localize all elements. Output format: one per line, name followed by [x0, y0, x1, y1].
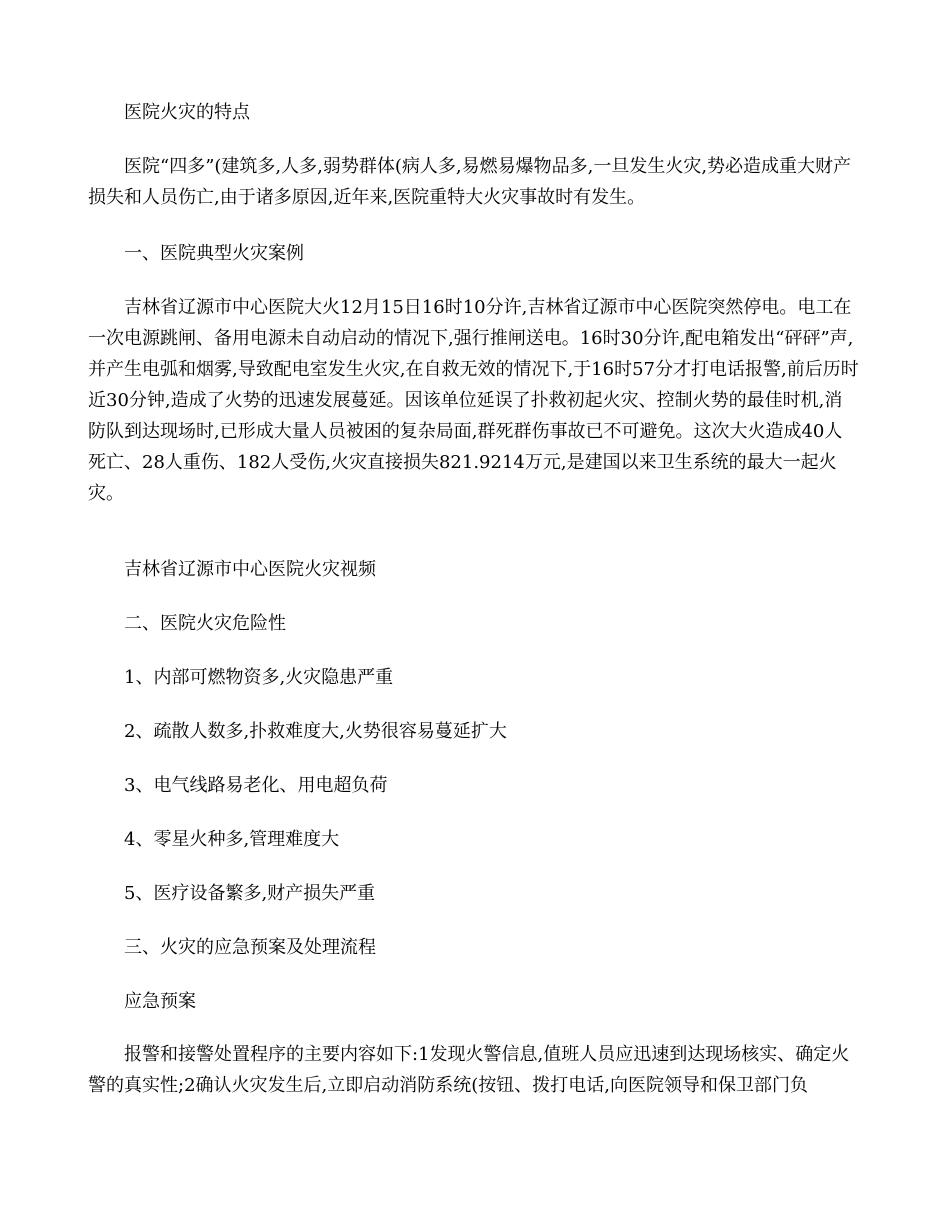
list-item-1: 1、内部可燃物资多,火灾隐患严重	[124, 667, 394, 688]
case-paragraph: 吉林省辽源市中心医院大火12月15日16时10分许,吉林省辽源市中心医院突然停电。电工在一次电源跳闸、备用电源未自动启动的情况下,强行推闸送电。16时30分许,配电箱发出“砰砰”声,并产生电弧和烟雾,导致配电室发生火灾,在自救无效的情况下,于16时57分才打电话报警,前后历时近30分钟,造成了火势的迅速发展蔓延。因该单位延误了扑救初起火灾、控制火势的最佳时机,消防队到达现场时,已形成大量人员被困的复杂局面,群死群伤事故已不可避免。这次大火造成40人死亡、28人重伤、182人受伤,火灾直接损失821.9214万元,是建国以来卫生系统的最大一起火灾。	[88, 297, 859, 504]
procedure-paragraph: 报警和接警处置程序的主要内容如下:1发现火警信息,值班人员应迅速到达现场核实、确定火警的真实性;2确认火灾发生后,立即启动消防系统(按钮、拨打电话,向医院领导和保卫部门负	[88, 1044, 850, 1096]
list-item-3: 3、电气线路易老化、用电超负荷	[124, 775, 388, 796]
list-item-2: 2、疏散人数多,扑救难度大,火势很容易蔓延扩大	[124, 721, 507, 742]
subheading-emergency-plan: 应急预案	[124, 991, 196, 1012]
video-caption: 吉林省辽源市中心医院火灾视频	[124, 559, 376, 580]
section-heading-2: 二、医院火灾危险性	[124, 613, 286, 634]
list-item-4: 4、零星火种多,管理难度大	[124, 829, 340, 850]
list-item-5: 5、医疗设备繁多,财产损失严重	[124, 883, 376, 904]
intro-paragraph: 医院“四多”(建筑多,人多,弱势群体(病人多,易燃易爆物品多,一旦发生火灾,势必造成重大财产损失和人员伤亡,由于诸多原因,近年来,医院重特大火灾事故时有发生。	[88, 156, 852, 208]
section-heading-3: 三、火灾的应急预案及处理流程	[124, 937, 376, 958]
section-heading-1: 一、医院典型火灾案例	[124, 243, 304, 264]
doc-title: 医院火灾的特点	[124, 102, 250, 123]
